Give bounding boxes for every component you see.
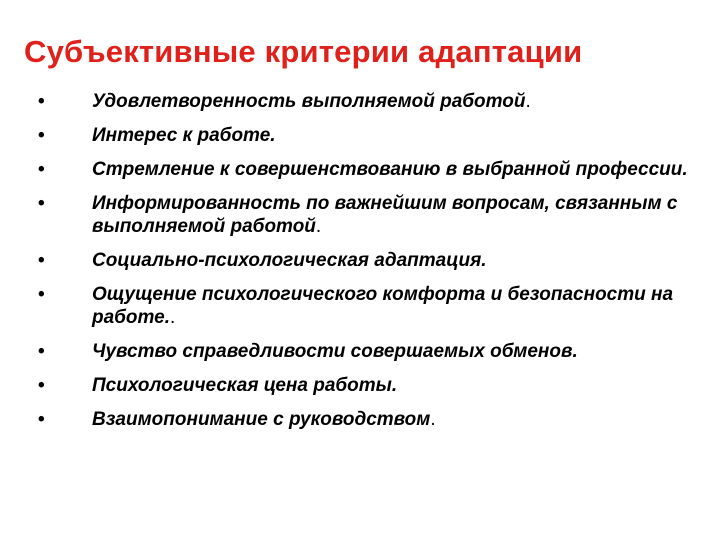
bullet-item (38, 124, 698, 147)
bullet-item (38, 158, 698, 181)
bullet-end: . (170, 307, 176, 328)
bullet-item (38, 408, 698, 431)
bullet-icon: • (38, 125, 45, 146)
bullet-end: . (525, 91, 531, 112)
bullet-item (38, 249, 698, 272)
bullet-icon: • (38, 193, 45, 214)
bullet-text: Стремление к совершенствованию в выбранной профессии. (92, 159, 688, 180)
bullet-icon: • (38, 375, 45, 396)
bullet-text: Интерес к работе. (92, 125, 276, 146)
bullet-item (38, 374, 698, 397)
bullet-end: . (315, 216, 322, 237)
bullet-icon: • (38, 91, 45, 112)
slide-title: Субъективные критерии адаптации (24, 34, 583, 69)
bullet-icon: • (38, 250, 45, 271)
bullet-text: Взаимопонимание с руководством (92, 409, 431, 430)
bullet-icon: • (38, 159, 45, 180)
bullet-text: Чувство справедливости совершаемых обменов. (92, 341, 578, 362)
bullet-text: Ощущение психологического комфорта и безопасности на работе. (92, 284, 674, 328)
bullet-list (38, 90, 698, 442)
bullet-item (38, 192, 698, 238)
bullet-item (38, 90, 698, 113)
bullet-icon: • (38, 341, 45, 362)
bullet-item (38, 283, 698, 329)
bullet-text: Удовлетворенность выполняемой работой (92, 91, 526, 112)
bullet-text: Социально-психологическая адаптация. (92, 250, 487, 271)
bullet-icon: • (38, 409, 45, 430)
bullet-text: Психологическая цена работы. (92, 375, 398, 396)
bullet-end: . (430, 409, 436, 430)
bullet-icon: • (38, 284, 45, 305)
bullet-item (38, 340, 698, 363)
bullet-text: Информированность по важнейшим вопросам, связанным с выполняемой работой (92, 193, 678, 237)
